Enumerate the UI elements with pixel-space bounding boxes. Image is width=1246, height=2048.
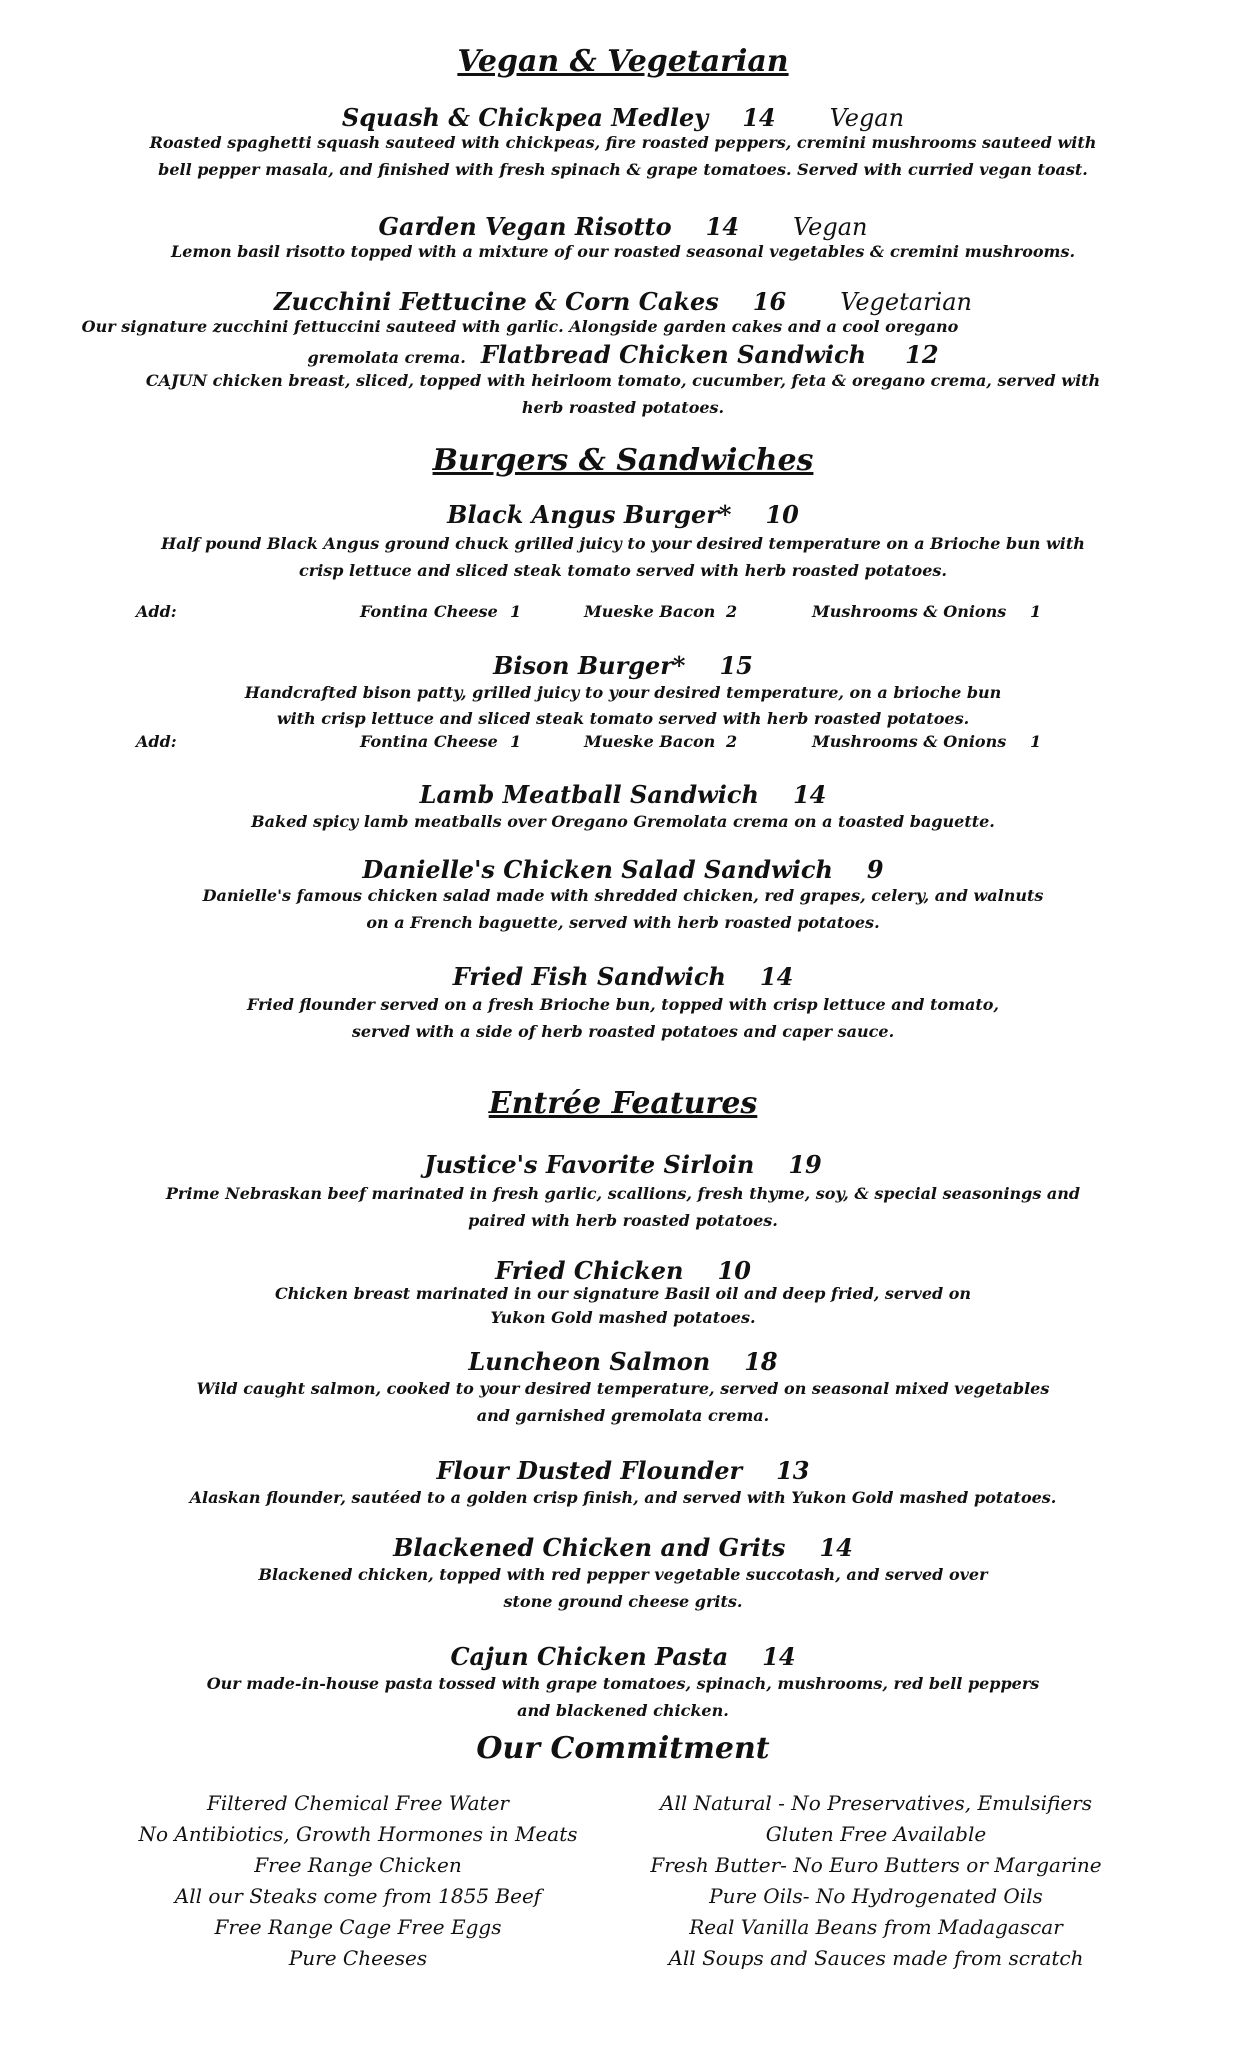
description-line: Danielle's famous chicken salad made with shredded chicken, red grapes, celery, and walnuts: [202, 886, 1044, 905]
item-description: [0, 1180, 1246, 1234]
commitment-list-left: [98, 1788, 618, 1974]
item-name: Blackened Chicken and Grits: [393, 1533, 786, 1562]
description-line: gremolata crema.: [307, 348, 466, 367]
item-name: Luncheon Salmon: [468, 1347, 711, 1376]
description-line: Roasted spaghetti squash sauteed with chickpeas, fire roasted peppers, cremini mushrooms sauteed with: [149, 133, 1097, 152]
item-name: Flatbread Chicken Sandwich: [480, 340, 867, 369]
item-description: [0, 1375, 1246, 1429]
menu-item-title: [0, 855, 1246, 884]
item-price: 10: [765, 500, 799, 529]
item-name: Squash & Chickpea Medley: [341, 103, 709, 132]
addon-price: 1: [1030, 732, 1042, 751]
addon-fontina: Fontina Cheese: [360, 732, 498, 751]
item-description: [0, 129, 1246, 183]
commitment-item: All our Steaks come from 1855 Beef: [174, 1884, 542, 1908]
item-name: Justice's Favorite Sirloin: [424, 1150, 755, 1179]
description-line: herb roasted potatoes.: [521, 398, 725, 417]
addon-price: 1: [510, 732, 522, 751]
addon-mushrooms-onions: Mushrooms & Onions: [812, 602, 1007, 621]
menu-item-title: [0, 1642, 1246, 1671]
item-continuation-row: [0, 340, 1246, 369]
addon-price: 2: [726, 732, 738, 751]
description-line: stone ground cheese grits.: [503, 1592, 743, 1611]
addon-row: [0, 732, 1246, 756]
commitment-item: All Natural - No Preservatives, Emulsifiers: [660, 1791, 1092, 1815]
description-line: served with a side of herb roasted potatoes and caper sauce.: [351, 1022, 895, 1041]
item-name: Cajun Chicken Pasta: [450, 1642, 729, 1671]
item-description: [0, 313, 1040, 340]
description-line: Our signature zucchini fettuccini sauteed with garlic. Alongside garden cakes and a cool oregano: [81, 317, 959, 336]
description-line: with crisp lettuce and sliced steak tomato served with herb roasted potatoes.: [276, 709, 970, 728]
commitment-item: Free Range Chicken: [254, 1853, 462, 1877]
addon-row: [0, 602, 1246, 626]
description-line: crisp lettuce and sliced steak tomato served with herb roasted potatoes.: [299, 561, 947, 580]
description-line: on a French baguette, served with herb roasted potatoes.: [366, 913, 880, 932]
description-line: Blackened chicken, topped with red pepper vegetable succotash, and served over: [258, 1565, 988, 1584]
menu-item-title: [0, 212, 1246, 241]
item-description: [0, 1282, 1246, 1330]
item-name: Fried Fish Sandwich: [452, 962, 726, 991]
item-name: Bison Burger*: [493, 651, 686, 680]
item-description: [0, 530, 1246, 584]
description-line: Wild caught salmon, cooked to your desired temperature, served on seasonal mixed vegetables: [196, 1379, 1050, 1398]
item-description: [0, 367, 1246, 421]
description-line: and garnished gremolata crema.: [476, 1406, 770, 1425]
item-price: 15: [719, 651, 753, 680]
description-line: Handcrafted bison patty, grilled juicy to your desired temperature, on a brioche bun: [244, 683, 1002, 702]
commitment-item: All Soups and Sauces made from scratch: [668, 1946, 1084, 1970]
description-line: Baked spicy lamb meatballs over Oregano Gremolata crema on a toasted baguette.: [251, 812, 995, 831]
commitment-item: Free Range Cage Free Eggs: [214, 1915, 502, 1939]
section-title-burgers: Burgers & Sandwiches: [432, 443, 814, 478]
item-name: Black Angus Burger*: [447, 500, 732, 529]
item-name: Danielle's Chicken Salad Sandwich: [362, 855, 833, 884]
menu-item-title: [0, 1150, 1246, 1179]
menu-item-title: [0, 651, 1246, 680]
item-diet-tag: Vegetarian: [840, 288, 972, 316]
description-line: Fried flounder served on a fresh Brioche bun, topped with crisp lettuce and tomato,: [247, 995, 999, 1014]
menu-item-title: [0, 103, 1246, 132]
description-line: Half pound Black Angus ground chuck grilled juicy to your desired temperature on a Brioche bun with: [161, 534, 1085, 553]
item-price: 14: [759, 962, 794, 991]
item-description: [0, 882, 1246, 936]
description-line: bell pepper masala, and finished with fresh spinach & grape tomatoes. Served with curried vegan toast.: [158, 160, 1088, 179]
item-description: [0, 808, 1246, 835]
item-price: 16: [752, 287, 787, 316]
menu-item-title: [0, 1256, 1246, 1285]
menu-item-title: [0, 1347, 1246, 1376]
menu-item-title: [0, 1533, 1246, 1562]
description-line: Yukon Gold mashed potatoes.: [490, 1308, 756, 1327]
item-price: 9: [866, 855, 884, 884]
item-price: 14: [819, 1533, 853, 1562]
addon-label: Add:: [136, 732, 177, 751]
addon-price: 2: [726, 602, 738, 621]
commitment-item: Fresh Butter- No Euro Butters or Margarine: [650, 1853, 1102, 1877]
item-price: 14: [792, 780, 827, 809]
addon-bacon: Mueske Bacon: [584, 602, 716, 621]
menu-item-title: [0, 500, 1246, 529]
addon-price: 1: [510, 602, 522, 621]
addon-price: 1: [1030, 602, 1042, 621]
item-name: Garden Vegan Risotto: [378, 212, 672, 241]
item-price: 14: [705, 212, 740, 241]
menu-item-title: [0, 780, 1246, 809]
commitment-item: Real Vanilla Beans from Madagascar: [689, 1915, 1063, 1939]
description-line: Lemon basil risotto topped with a mixture of our roasted seasonal vegetables & cremini mushrooms.: [170, 242, 1076, 261]
commitment-item: Filtered Chemical Free Water: [206, 1791, 509, 1815]
item-name: Lamb Meatball Sandwich: [419, 780, 759, 809]
description-line: paired with herb roasted potatoes.: [468, 1211, 778, 1230]
commitment-item: Pure Oils- No Hydrogenated Oils: [709, 1884, 1043, 1908]
item-diet-tag: Vegan: [829, 104, 905, 132]
item-name: Zucchini Fettucine & Corn Cakes: [274, 287, 719, 316]
menu-item-title: [0, 287, 1246, 316]
commitment-item: Gluten Free Available: [765, 1822, 987, 1846]
item-description: [0, 1484, 1246, 1511]
item-name: Flour Dusted Flounder: [436, 1456, 743, 1485]
item-description: [0, 991, 1246, 1045]
item-diet-tag: Vegan: [793, 213, 868, 241]
description-line: Prime Nebraskan beef marinated in fresh garlic, scallions, fresh thyme, soy, & special seasonings and: [165, 1184, 1081, 1203]
item-price: 14: [742, 103, 776, 132]
menu-item-title: [0, 1456, 1246, 1485]
addon-bacon: Mueske Bacon: [584, 732, 716, 751]
addon-fontina: Fontina Cheese: [360, 602, 498, 621]
menu-item-title: [0, 962, 1246, 991]
item-price: 19: [788, 1150, 822, 1179]
item-price: 10: [717, 1256, 751, 1285]
description-line: CAJUN chicken breast, sliced, topped with heirloom tomato, cucumber, feta & oregano crema, served with: [145, 371, 1101, 390]
description-line: Alaskan flounder, sautéed to a golden crisp finish, and served with Yukon Gold mashed potatoes.: [189, 1488, 1057, 1507]
item-price: 12: [905, 340, 939, 369]
commitment-item: No Antibiotics, Growth Hormones in Meats: [138, 1822, 578, 1846]
description-line: and blackened chicken.: [517, 1701, 729, 1720]
item-price: 14: [762, 1642, 796, 1671]
description-line: Our made-in-house pasta tossed with grape tomatoes, spinach, mushrooms, red bell peppers: [206, 1674, 1040, 1693]
commitment-title: Our Commitment: [476, 1731, 770, 1766]
addon-mushrooms-onions: Mushrooms & Onions: [812, 732, 1007, 751]
description-line: Chicken breast marinated in our signature Basil oil and deep fried, served on: [274, 1284, 972, 1303]
addon-label: Add:: [136, 602, 177, 621]
section-title-vegan: Vegan & Vegetarian: [457, 44, 789, 79]
item-price: 18: [744, 1347, 778, 1376]
commitment-item: Pure Cheeses: [288, 1946, 428, 1970]
item-description: [0, 680, 1246, 732]
item-description: [0, 1670, 1246, 1724]
commitment-list-right: [616, 1788, 1136, 1974]
item-name: Fried Chicken: [495, 1256, 684, 1285]
item-description: [0, 238, 1246, 265]
item-description: [0, 1561, 1246, 1615]
section-title-entree: Entrée Features: [488, 1086, 758, 1121]
item-price: 13: [776, 1456, 810, 1485]
